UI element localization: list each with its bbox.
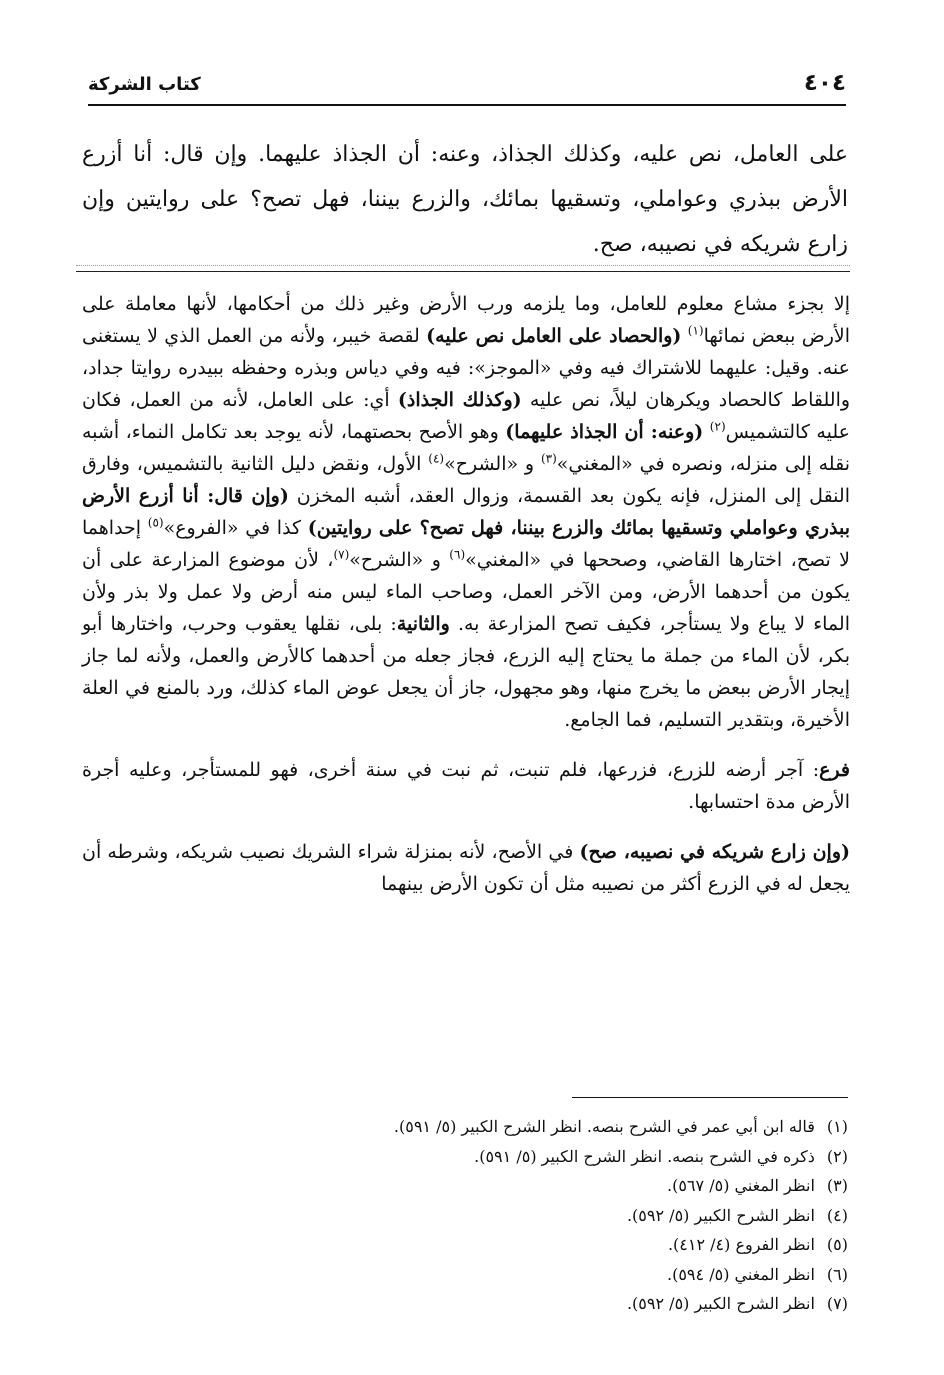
matn-text: على العامل، نص عليه، وكذلك الجذاذ، وعنه: أن الجذاذ عليهما. وإن قال: أنا أزرع الأرض ببذري وعواملي، وتسقيها بمائك، والزرع بيننا، فهل تصح؟ على روايتين وإن زارع شريكه في نصيبه، صح. bbox=[82, 142, 848, 257]
footnote-ref: (٥) bbox=[147, 515, 164, 530]
footnote-ref: (٦) bbox=[449, 547, 466, 562]
commentary-paragraph-1: إلا بجزء مشاع معلوم للعامل، وما يلزمه ورب الأرض وغير ذلك من أحكامها، لأنها معاملة على الأرض ببعض نمائها$^{(١)}$ (والحصاد على العامل نص عليه) لقصة خيبر، ولأنه من العمل الذي لا يستغنى عنه. وقيل: عليهما للاشتراك فيه وفي «الموجز»: فيه وفي دياس وبذره وحفظه ببيدره روايتا جداد، واللقاط كالحصاد ويكرهان ليلاً، نص عليه (وكذلك الجذاذ) أي: على العامل، لأنه من العمل، فكان عليه كالتشميس$^{(٢)}$ (وعنه: أن الجذاذ عليهما) وهو الأصح بحصتهما، لأنه يوجد بعد تكامل النماء، أشبه نقله إلى منزله، ونصره في «المغني»$^{(٣)}$ و «الشرح»$^{(٤)}$ الأول، ونقض دليل الثانية بالتشميس، وفارق النقل إلى المنزل، فإنه يكون بعد القسمة، وزوال العقد، أشبه المخزن (وإن قال: أنا أزرع الأرض ببذري وعواملي وتسقيها بمائك والزرع بيننا، فهل تصح؟ على روايتين) كذا في «الفروع»$^{(٥)}$ إحداهما لا تصح، اختارها القاضي، وصححها في «المغني»$^{(٦)}$ و «الشرح»$^{(٧)}$، لأن موضوع المزارعة على أن يكون من أحدهما الأرض، ومن الآخر العمل، وصاحب الماء ليس منه أرض ولا عمل ولا بذر ولأن الماء لا يباع ولا يستأجر، فكيف تصح المزارعة به. والثانية: بلى، نقلها يعقوب وحرب، واختارها أبو بكر، لأن الماء من جملة ما يحتاج إليه الزرع، فجاز جعله من أحدهما كالأرض والعمل، ولأنه لما جاز إيجار الأرض ببعض ما يخرج منها، وهو مجهول، جاز أن يجعل عوض الماء كذلك، ورد بالمنع في العلة الأخيرة، وبتقدير التسليم، فما الجامع. bbox=[82, 293, 851, 731]
footnote-ref: (٧) bbox=[333, 547, 350, 562]
page-number: ٤٠٤ bbox=[803, 70, 846, 96]
footnote-item: (٢)ذكره في الشرح بنصه. انظر الشرح الكبير (٥/ ٥٩١). bbox=[474, 1146, 848, 1166]
footnote-item: (٤)انظر الشرح الكبير (٥/ ٥٩٢). bbox=[626, 1205, 848, 1225]
dotted-separator bbox=[76, 265, 850, 266]
commentary-paragraph-2: فرع: آجر أرضه للزرع، فزرعها، فلم تنبت، ثم نبت في سنة أخرى، فهو للمستأجر، وعليه أجرة الأرض مدة احتسابها. bbox=[82, 759, 850, 813]
footnote-item: (٥)انظر الفروع (٤/ ٤١٢). bbox=[667, 1235, 848, 1254]
commentary-paragraph-3: (وإن زارع شريكه في نصيبه، صح) في الأصح، لأنه بمنزلة شراء الشريك نصيب شريكه، وشرطه أن يجعل له في الزرع أكثر من نصيبه مثل أن تكون الأرض بينهما bbox=[82, 841, 850, 895]
footnote-rule bbox=[572, 1097, 848, 1098]
footnote-item: (٣)انظر المغني (٥/ ٥٦٧). bbox=[667, 1176, 848, 1195]
footnote-ref: (٢) bbox=[709, 419, 726, 434]
page-header bbox=[88, 64, 846, 106]
footnote-item: (٧)انظر الشرح الكبير (٥/ ٥٩٢). bbox=[626, 1294, 848, 1313]
commentary bbox=[82, 288, 850, 900]
footnote-ref: (١) bbox=[687, 323, 704, 338]
footnote-ref: (٤) bbox=[428, 451, 445, 466]
footnote-ref: (٣) bbox=[540, 451, 557, 466]
book-title: كتاب الشركة bbox=[88, 74, 201, 95]
footnotes bbox=[148, 1112, 848, 1319]
footnote-item: (٦)انظر المغني (٥/ ٥٩٤). bbox=[667, 1264, 848, 1284]
footnote-item: (١)قاله ابن أبي عمر في الشرح بنصه. انظر الشرح الكبير (٥/ ٥٩١). bbox=[393, 1117, 848, 1136]
section-separator bbox=[76, 271, 850, 272]
